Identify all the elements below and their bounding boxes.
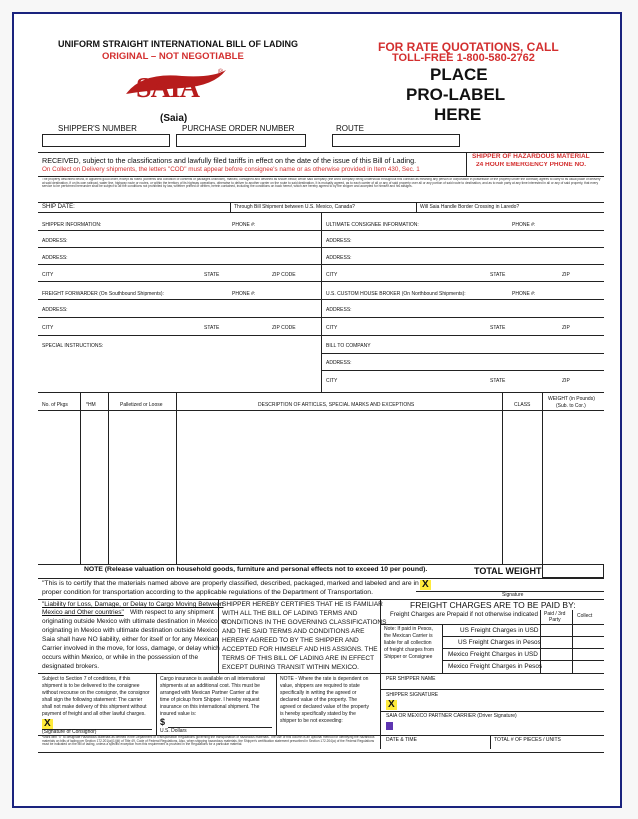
liability-line1: originating outside Mexico with ultimate destination in Mexico, or — [42, 618, 227, 625]
registered-mark: ® — [218, 69, 224, 76]
hazmat-footnote: *Mark with "X" to designate Hazardous Materials as defined in the Department of Transportation Regulations governing the transportation of hazardous materials. The use of this column is an optional method for identifying the hazardous materials on bills of lading per Section 172.201(a)(1)(iii) of Title 49, Code of Federal Regulations. Also, when shipping hazardous materials, the Shipper's certification statement prescribed in Section 172.204(a) of the Federal Regulations must be indicated on the bill of lading, unless a specific exception from this requirement is provided in the Regulations for a particular material. — [42, 736, 375, 747]
logo-caption: (Saia) — [160, 113, 188, 124]
consignee-info-label: ULTIMATE CONSIGNEE INFORMATION: — [326, 222, 419, 228]
freight-forwarder-label: FREIGHT FORWARDER (On Southbound Shipments): — [42, 291, 164, 297]
liability-line0: With respect to any shipment — [130, 609, 214, 616]
per-shipper-name-label: PER SHIPPER NAME — [386, 676, 436, 682]
bill-of-lading — [12, 12, 622, 808]
bill-to-city-label: CITY — [326, 378, 338, 384]
special-instructions-label: SPECIAL INSTRUCTIONS: — [42, 343, 104, 349]
logo-text: SAIA — [136, 73, 199, 104]
value-note-0: NOTE - Where the rate is dependent on — [280, 676, 369, 682]
certify-signature-label: Signature — [502, 592, 524, 598]
hazmat-shipper-label: SHIPPER OF HAZARDOUS MATERIAL — [472, 153, 590, 160]
saia-logo — [122, 64, 232, 114]
freight-charges-title: FREIGHT CHARGES ARE TO BE PAID BY: — [410, 600, 576, 610]
shipper-signature-label: SHIPPER SIGNATURE — [386, 692, 439, 698]
certifies-line6: TERMS OF THIS BILL OF LADING ARE IN EFFECT — [222, 655, 375, 662]
release-valuation-note: NOTE (Release valuation on household goods, furniture and personal effects not to exceed 10 per pound). — [84, 566, 428, 573]
forwarder-state-label: STATE — [204, 325, 220, 331]
certify-line1: "This is to certify that the materials named above are properly classified, described, packaged, marked and labeled and are in — [42, 580, 419, 587]
form-subtitle: ORIGINAL – NOT NEGOTIABLE — [102, 51, 244, 62]
form-title: UNIFORM STRAIGHT INTERNATIONAL BILL OF LADING — [58, 39, 298, 49]
received-statement: RECEIVED, subject to the classifications and lawfully filed tariffs in effect on the date of the issue of this Bill of Lading. — [42, 156, 417, 165]
forwarder-city-label: CITY — [42, 325, 54, 331]
forwarder-address-label: ADDRESS: — [42, 307, 68, 313]
broker-city-label: CITY — [326, 325, 338, 331]
value-note-4: agreed or declared value of the property — [280, 704, 369, 710]
broker-phone-label: PHONE #: — [512, 291, 536, 297]
bill-to-state-label: STATE — [490, 378, 506, 384]
pesos-note-1: the Mexican Carrier is — [384, 633, 433, 639]
total-pieces-label: TOTAL # OF PIECES / UNITS — [494, 737, 561, 743]
toll-free-line: TOLL-FREE 1-800-580-2762 — [392, 52, 535, 64]
total-weight-label: TOTAL WEIGHT — [474, 566, 542, 576]
col-hm: *HM — [86, 402, 96, 408]
us-dollars-label: U.S. Dollars — [160, 728, 187, 734]
emergency-phone-label: 24 HOUR EMERGENCY PHONE NO. — [476, 162, 587, 168]
liability-line2: originating in Mexico with ultimate destination outside Mexico, — [42, 627, 220, 634]
value-note-1: value, shippers are required to state — [280, 683, 360, 689]
section7-2: without recourse on the consignor, the consignor — [42, 690, 150, 696]
certifies-line7: EXCEPT DURING TRANSIT WITHIN MEXICO. — [222, 664, 359, 671]
pesos-note-3: of freight charges from — [384, 647, 435, 653]
paid-party-col: Paid / 3rd — [544, 611, 566, 617]
col-description: DESCRIPTION OF ARTICLES, SPECIAL MARKS AND EXCEPTIONS — [258, 402, 415, 408]
charge-row-0: US Freight Charges in USD — [460, 627, 539, 634]
liability-line4: Carrier involved in the move, for loss, damage, or delay which — [42, 645, 220, 652]
date-time-label: DATE & TIME — [386, 737, 417, 743]
consignee-state-label: STATE — [490, 272, 506, 278]
pesos-note-2: liable for all collection — [384, 640, 432, 646]
forwarder-phone-label: PHONE #: — [232, 291, 256, 297]
shipper-number-label: SHIPPER'S NUMBER — [58, 124, 137, 133]
col-weight-sub: (Sub. to Cor.) — [556, 403, 586, 409]
contract-fine-print: The property described below, in apparent good order, except as noted (contents and condition of contents of packages unknown), marked, consigned and destined as shown below, which said company (the word company being understood throughout this contract as meaning any person or corporation in possession of the property under the contract) agrees to carry to its usual place of delivery at said destination, if on its own railroad, water line, highway route or routes, or within the territory of its highway operations, otherwise to deliver to another carrier on the route to said destination. It is mutually agreed, as to each carrier of all or any of said property over all or any portion of said route to destination, and as to each party at any time interested in all or any of said property, that every service to be performed hereunder shall be subject to all the conditions not prohibited by law, whether printed or written, herein contained, including the conditions on back hereof, which are hereby agreed to by the shipper and accepted for himself and his assigns. — [42, 178, 601, 189]
consignor-signature-label: (Signature of Consignor) — [42, 729, 97, 735]
col-weight: WEIGHT (in Pounds) — [548, 396, 595, 402]
value-note-2: specifically in writing the agreed or — [280, 690, 357, 696]
bill-to-address-label: ADDRESS: — [326, 360, 352, 366]
purchase-order-label: PURCHASE ORDER NUMBER — [182, 124, 295, 133]
section7-3: shall sign the following statement: The carrier — [42, 697, 143, 703]
rate-quote-line: FOR RATE QUOTATIONS, CALL — [378, 40, 559, 54]
paid-party-col2: Party — [549, 617, 561, 623]
shipper-info-label: SHIPPER INFORMATION: — [42, 222, 102, 228]
liability-heading1: "Liability for Loss, Damage, or Delay to Cargo Moving Between — [42, 601, 224, 608]
route-label: ROUTE — [336, 124, 364, 133]
consignee-city-label: CITY — [326, 272, 338, 278]
ship-date-label: SHIP DATE: — [42, 204, 75, 210]
customs-broker-label: U.S. CUSTOM HOUSE BROKER (On Northbound Shipments): — [326, 291, 466, 297]
section7-4: shall not make delivery of this shipment without — [42, 704, 147, 710]
value-note-5: is hereby specifically stated by the — [280, 711, 356, 717]
certifies-line5: ACCEPTED FOR HIMSELF AND HIS ASSIGNS. THE — [222, 646, 378, 653]
col-no-pkgs: No. of Pkgs — [42, 402, 68, 408]
border-crossing-label: Will Saia Handle Border Crossing in Laredo? — [420, 204, 520, 210]
consignee-phone-label: PHONE #: — [512, 222, 536, 228]
consignee-zip-label: ZIP — [562, 272, 570, 278]
value-note-6: shipper to be not exceeding: — [280, 718, 343, 724]
certify-signature-field[interactable] — [416, 580, 604, 591]
value-note-3: declared value of the property. The — [280, 697, 358, 703]
cargo-ins-5: insured value is: — [160, 711, 197, 717]
shipper-zip-label: ZIP CODE — [272, 272, 296, 278]
charge-row-2: Mexico Freight Charges in USD — [448, 651, 538, 658]
liability-line6: designated brokers. — [42, 663, 100, 670]
cargo-ins-1: shipments at an additional cost. This must be — [160, 683, 260, 689]
section7-0: Subject to Section 7 of conditions, if this — [42, 676, 131, 682]
pesos-note-4: Shipper or Consignee — [384, 654, 433, 660]
shipper-city-label: CITY — [42, 272, 54, 278]
section7-1: shipment is to be delivered to the consignee — [42, 683, 140, 689]
cargo-ins-3: time of pickup from Shipper. I hereby request — [160, 697, 260, 703]
shipper-address-label: ADDRESS: — [42, 238, 68, 244]
freight-charges-subtitle: Freight Charges are Prepaid if not otherwise indicated — [390, 611, 538, 618]
certifies-line1: WITH ALL THE BILL OF LADING TERMS AND — [222, 610, 358, 617]
collect-col: Collect — [577, 613, 593, 619]
certifies-line3: AND THE SAID TERMS AND CONDITIONS ARE — [222, 628, 365, 635]
purchase-order-field[interactable] — [176, 134, 306, 147]
cod-statement: On Collect on Delivery shipments, the letters "COD" must appear before consignee's name or as otherwise provided in Item 430, Sec. 1 — [42, 166, 420, 173]
certifies-line0: SHIPPER HEREBY CERTIFIES THAT HE IS FAMILIAR — [222, 601, 383, 608]
pro-label-line1: PLACE — [430, 65, 488, 84]
liability-line3: Saia shall have NO liability, either for itself or for any Mexican — [42, 636, 219, 643]
section7-5: payment of freight and all other lawful charges. — [42, 711, 146, 717]
col-class: CLASS — [514, 402, 531, 408]
certify-sign-here-marker: X — [422, 579, 429, 590]
shipper-address2-label: ADDRESS: — [42, 255, 68, 261]
certifies-line4: HEREBY AGREED TO BY THE SHIPPER AND — [222, 637, 359, 644]
shipper-sign-here-marker: X — [388, 699, 395, 710]
bill-to-label: BILL TO COMPANY — [326, 343, 371, 349]
shipper-phone-label: PHONE #: — [232, 222, 256, 228]
insured-value-dollar: $ — [160, 717, 166, 727]
consignor-sign-here-marker: X — [44, 718, 51, 729]
pro-label-line2: PRO-LABEL — [406, 85, 506, 104]
broker-zip-label: ZIP — [562, 325, 570, 331]
certifies-line2: CONDITIONS IN THE GOVERNING CLASSIFICATIONS — [222, 619, 387, 626]
total-weight-field[interactable] — [542, 564, 604, 578]
shipper-number-field[interactable] — [42, 134, 170, 147]
pro-label-line3: HERE — [434, 105, 482, 124]
pesos-note-0: Note: If paid in Pesos, — [384, 626, 433, 632]
consignee-address-label: ADDRESS: — [326, 238, 352, 244]
broker-address-label: ADDRESS: — [326, 307, 352, 313]
shipper-state-label: STATE — [204, 272, 220, 278]
route-field[interactable] — [332, 134, 460, 147]
liability-line5: occurs within Mexico, or while in the possession of the — [42, 654, 199, 661]
certify-line2: proper condition for transportation according to the applicable regulations of the Department of Transportation. — [42, 589, 373, 596]
liability-heading2: Mexico and Other countries" — [42, 609, 124, 616]
cargo-ins-2: arranged with Mexican Partner Carrier at the — [160, 690, 259, 696]
cargo-ins-4: insurance on this international shipment. The — [160, 704, 260, 710]
bill-to-zip-label: ZIP — [562, 378, 570, 384]
driver-sign-here-marker — [386, 722, 393, 730]
cargo-ins-0: Cargo insurance is available on all international — [160, 676, 265, 682]
col-palletized: Palletized or Loose — [120, 402, 163, 408]
forwarder-zip-label: ZIP CODE — [272, 325, 296, 331]
consignee-address2-label: ADDRESS: — [326, 255, 352, 261]
charge-row-3: Mexico Freight Charges in Pesos — [448, 663, 543, 670]
driver-signature-label: SAIA OR MEXICO PARTNER CARRIER (Driver Signature) — [386, 713, 517, 719]
through-bill-label: Through Bill Shipment between U.S. Mexico, Canada? — [234, 204, 355, 210]
charge-row-1: US Freight Charges in Pesos — [458, 639, 541, 646]
broker-state-label: STATE — [490, 325, 506, 331]
